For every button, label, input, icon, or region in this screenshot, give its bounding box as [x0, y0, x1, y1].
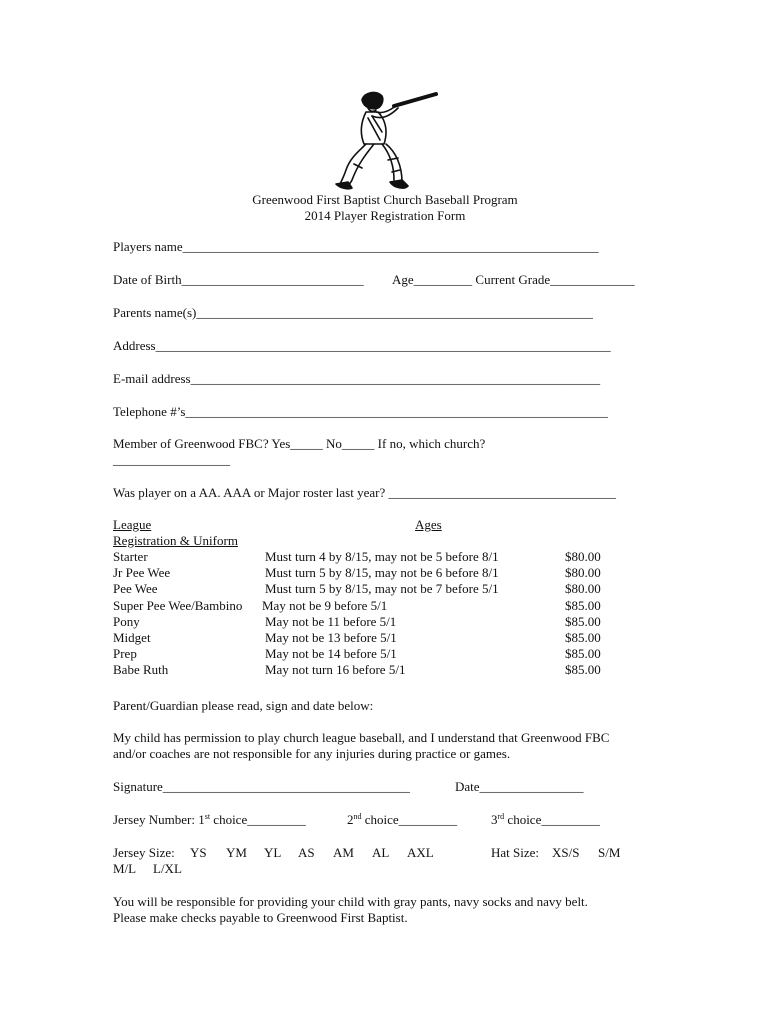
third-number: 3 [491, 812, 498, 827]
hat-size-xs-s[interactable]: XS/S [552, 845, 580, 860]
consent-text-line1: My child has permission to play church league baseball, and I understand that Greenwood FBC [113, 730, 610, 745]
jersey-second-choice[interactable] [347, 812, 457, 828]
email-field[interactable]: E-mail address_______________________________________________________________ [113, 371, 601, 386]
league-age-rule: Must turn 5 by 8/15, may not be 7 before 5/1 [265, 581, 499, 597]
equipment-note: You will be responsible for providing your child with gray pants, navy socks and navy belt. [113, 894, 588, 909]
league-price: $85.00 [565, 646, 601, 662]
signature-date-field[interactable]: Date________________ [455, 779, 584, 794]
payment-note: Please make checks payable to Greenwood First Baptist. [113, 910, 408, 925]
roster-question[interactable]: Was player on a AA. AAA or Major roster last year? ___________________________________ [113, 485, 616, 500]
consent-text-line2: and/or coaches are not responsible for any injuries during practice or games. [113, 746, 511, 761]
league-name: Midget [113, 630, 151, 645]
signature-field[interactable]: Signature______________________________________ [113, 779, 410, 794]
league-price: $85.00 [565, 597, 601, 613]
jersey-number-label: Jersey Number: 1 [113, 812, 205, 827]
jersey-size-label: Jersey Size: [113, 845, 175, 860]
hat-size-label: Hat Size: [491, 845, 540, 860]
telephone-field[interactable]: Telephone #’s_________________________________________________________________ [113, 404, 608, 419]
jersey-size-as[interactable]: AS [298, 845, 315, 860]
league-price: $80.00 [565, 549, 601, 564]
registration-uniform-header: Registration & Uniform [113, 533, 238, 548]
form-subtitle: 2014 Player Registration Form [304, 208, 466, 223]
ages-header: Ages [415, 517, 442, 532]
league-price: $85.00 [565, 613, 601, 629]
first-suffix: st [204, 812, 211, 821]
league-name: Prep [113, 646, 137, 662]
jersey-first-choice[interactable] [113, 812, 306, 828]
jersey-size-ym[interactable]: YM [226, 845, 247, 860]
league-name: Jr Pee Wee [113, 565, 171, 581]
league-price: $85.00 [565, 662, 601, 678]
league-name: Super Pee Wee/Bambino [113, 597, 243, 613]
league-age-rule: May not be 13 before 5/1 [265, 630, 397, 645]
third-choice-blank: choice_________ [504, 812, 600, 827]
league-name: Pee Wee [113, 581, 158, 597]
league-price: $80.00 [565, 565, 601, 581]
league-name: Babe Ruth [113, 662, 169, 678]
date-of-birth-field[interactable]: Date of Birth____________________________ [113, 272, 364, 287]
league-price: $80.00 [565, 581, 601, 597]
jersey-size-lxl[interactable]: L/XL [153, 861, 182, 876]
age-grade-field[interactable]: Age_________ Current Grade_____________ [392, 272, 635, 287]
parents-name-field[interactable]: Parents name(s)_____________________________________________________________ [113, 305, 593, 320]
address-field[interactable]: Address______________________________________________________________________ [113, 338, 611, 353]
league-name: Starter [113, 549, 148, 564]
second-choice-blank: choice_________ [361, 812, 458, 827]
jersey-size-ml[interactable]: M/L [113, 861, 137, 876]
jersey-third-choice[interactable] [491, 812, 600, 828]
hat-size-s-m[interactable]: S/M [598, 845, 621, 860]
jersey-size-yl[interactable]: YL [264, 845, 282, 860]
second-number: 2 [347, 812, 354, 827]
consent-instruction: Parent/Guardian please read, sign and date below: [113, 698, 374, 713]
member-question[interactable]: Member of Greenwood FBC? Yes_____ No_____ If no, which church? [113, 436, 486, 451]
baseball-batter-illustration [332, 88, 442, 194]
jersey-size-al[interactable]: AL [372, 845, 390, 860]
league-name: Pony [113, 613, 140, 629]
jersey-size-axl[interactable]: AXL [407, 845, 434, 860]
league-age-rule: May not be 11 before 5/1 [265, 613, 397, 629]
league-price: $85.00 [565, 630, 601, 645]
which-church-line[interactable]: __________________ [113, 452, 230, 467]
form-title: Greenwood First Baptist Church Baseball Program [252, 192, 518, 207]
league-age-rule: May not be 9 before 5/1 [262, 597, 388, 613]
league-age-rule: Must turn 5 by 8/15, may not be 6 before 8/1 [265, 565, 499, 581]
first-choice-blank: choice_________ [210, 812, 306, 827]
league-header: League [113, 517, 152, 532]
third-suffix: rd [497, 812, 505, 821]
league-age-rule: Must turn 4 by 8/15, may not be 5 before 8/1 [265, 549, 499, 564]
league-age-rule: May not be 14 before 5/1 [265, 646, 397, 662]
league-age-rule: May not turn 16 before 5/1 [265, 662, 406, 678]
jersey-size-ys[interactable]: YS [190, 845, 207, 860]
players-name-field[interactable]: Players name________________________________________________________________ [113, 239, 599, 254]
second-suffix: nd [353, 812, 362, 821]
jersey-size-am[interactable]: AM [333, 845, 354, 860]
